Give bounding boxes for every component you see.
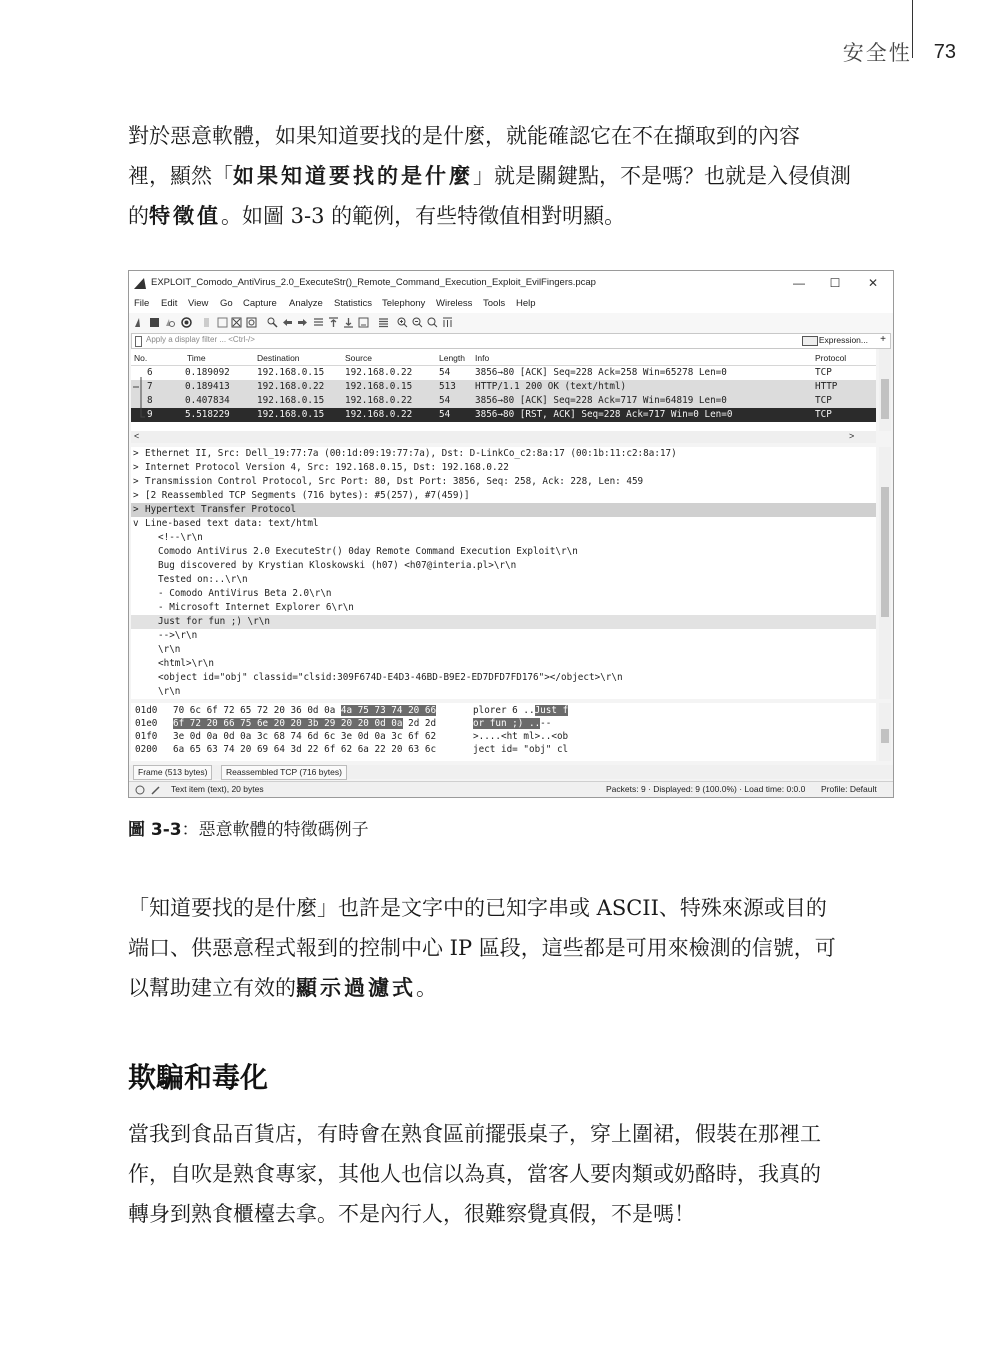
detail-text: Internet Protocol Version 4, Src: 192.168.0.15, Dst: 192.168.0.22 (145, 462, 509, 473)
packet-bytes-pane (131, 703, 876, 761)
detail-line[interactable] (131, 587, 876, 601)
bytes-hex: 3e 0d 0a 0d 0a 3c 68 74 6d 6c 3e 0d 0a 3c 6f 62 (173, 731, 437, 742)
wireshark-fin-icon (134, 278, 150, 289)
bytes-offset: 01d0 (135, 705, 158, 716)
packet-list-header (131, 349, 876, 366)
packet-info: 3856→80 [RST, ACK] Seq=228 Ack=717 Win=0 Len=0 (475, 409, 733, 420)
packet-info: 3856→80 [ACK] Seq=228 Ack=258 Win=65278 Len=0 (475, 367, 727, 378)
bytes-hex (173, 718, 436, 729)
status-item: Text item (text), 20 bytes (171, 784, 264, 794)
detail-line[interactable] (131, 531, 876, 545)
packet-row[interactable] (131, 380, 876, 394)
menu-bar (129, 295, 893, 313)
col-source[interactable]: Source (345, 353, 372, 363)
bytes-ascii: >....<ht ml>..<ob (473, 731, 569, 742)
intro-line-1: 對於惡意軟體，如果知道要找的是什麼，就能確認它在不在擷取到的內容 (128, 124, 800, 148)
filter-paragraph (128, 888, 894, 1008)
capture-options-icon[interactable] (181, 317, 192, 328)
window-title: EXPLOIT_Comodo_AntiVirus_2.0_ExecuteStr()_Remote_Command_Execution_Exploit_EvilFingers.pcap (151, 277, 596, 288)
packet-no: 6 (147, 367, 153, 378)
col-protocol[interactable]: Protocol (815, 353, 847, 363)
zoom-out-icon[interactable] (412, 317, 423, 328)
menu-help[interactable]: Help (516, 298, 536, 309)
detail-line[interactable] (131, 461, 876, 475)
packet-source: 192.168.0.22 (345, 409, 413, 420)
packet-row-selected[interactable] (131, 408, 876, 422)
emphasis-display-filter: 顯示過濾式 (296, 975, 416, 1000)
packet-protocol: TCP (815, 367, 832, 378)
filter-line-3 (128, 968, 894, 1008)
intro-line-2-post: 」就是關鍵點，不是嗎？也就是入侵偵測 (473, 164, 851, 188)
figure-caption (128, 815, 369, 840)
packet-protocol: HTTP (815, 381, 838, 392)
start-capture-icon[interactable] (134, 317, 145, 328)
deception-paragraph (128, 1114, 894, 1234)
packet-list-scrollbar[interactable] (879, 349, 891, 431)
packet-time: 5.518229 (185, 409, 230, 420)
hex-plain: 2d 2d (402, 718, 437, 729)
scroll-left-icon[interactable]: < (134, 431, 140, 441)
menu-tools[interactable]: Tools (483, 298, 506, 309)
detail-text: -->\r\n (158, 630, 198, 641)
apply-filter-icon[interactable] (802, 336, 818, 346)
packet-source: 192.168.0.22 (345, 367, 413, 378)
detail-text: [2 Reassembled TCP Segments (716 bytes): #5(257), #7(459)] (145, 490, 470, 501)
packet-info: 3856→80 [ACK] Seq=228 Ack=717 Win=64819 Len=0 (475, 395, 727, 406)
maximize-button[interactable]: ☐ (829, 276, 841, 290)
go-to-packet-icon[interactable] (313, 317, 324, 328)
bytes-scrollbar[interactable] (879, 703, 891, 761)
filter-line-2: 端口、供惡意程式報到的控制中心 IP 區段，這些都是可用來檢測的信號，可 (128, 936, 836, 960)
menu-statistics[interactable]: Statistics (334, 298, 373, 309)
running-header (843, 34, 956, 70)
detail-text: Ethernet II, Src: Dell_19:77:7a (00:1d:09:19:77:7a), Dst: D-LinkCo_c2:8a:17 (00:1b:11:c2:8a:17) (145, 448, 677, 459)
packet-info: HTTP/1.1 200 OK (text/html) (475, 381, 627, 392)
detail-line[interactable] (131, 629, 876, 643)
reload-file-icon[interactable] (246, 317, 257, 328)
zoom-in-icon[interactable] (397, 317, 408, 328)
scroll-right-icon[interactable]: > (849, 431, 855, 441)
expand-arrow-icon[interactable]: > (133, 448, 139, 459)
intro-line-2 (128, 156, 894, 196)
detail-text: Tested on:..\r\n (158, 574, 248, 585)
detail-line[interactable] (131, 517, 876, 531)
detail-line[interactable] (131, 671, 876, 685)
bytes-ascii (473, 705, 568, 716)
intro-line-3 (128, 196, 894, 236)
details-scroll-thumb[interactable] (881, 487, 889, 617)
bytes-offset: 01e0 (135, 718, 158, 729)
detail-line[interactable] (131, 559, 876, 573)
main-toolbar (129, 313, 893, 333)
expand-arrow-icon[interactable]: > (133, 462, 139, 473)
packet-length: 54 (439, 409, 451, 420)
open-file-icon[interactable] (201, 317, 212, 328)
expand-arrow-icon[interactable]: > (133, 504, 139, 515)
detail-line[interactable] (131, 489, 876, 503)
bookmark-icon[interactable] (135, 336, 142, 347)
wireshark-screenshot (128, 270, 894, 798)
packet-source: 192.168.0.22 (345, 395, 413, 406)
menu-go[interactable]: Go (220, 298, 233, 309)
intro-line-3-pre: 的 (128, 204, 149, 228)
display-filter-bar[interactable] (131, 333, 891, 349)
go-back-icon[interactable] (282, 317, 293, 328)
menu-capture[interactable]: Capture (243, 298, 277, 309)
menu-wireless[interactable]: Wireless (436, 298, 473, 309)
close-file-icon[interactable] (231, 317, 242, 328)
auto-scroll-icon[interactable] (358, 317, 369, 328)
detail-text: - Microsoft Internet Explorer 6\r\n (158, 602, 354, 613)
find-packet-icon[interactable] (267, 317, 278, 328)
detail-line[interactable] (131, 475, 876, 489)
detail-line[interactable] (131, 601, 876, 615)
expand-arrow-icon[interactable]: > (133, 490, 139, 501)
filter-line-3-post: 。 (416, 976, 437, 1000)
detail-text: Line-based text data: text/html (145, 518, 319, 529)
menu-edit[interactable]: Edit (161, 298, 178, 309)
col-destination[interactable]: Destination (257, 353, 300, 363)
ascii-plain: -- (540, 718, 552, 729)
bytes-offset: 0200 (135, 744, 158, 755)
hex-plain: 70 6c 6f 72 65 72 20 36 0d 0a (173, 705, 341, 716)
section-heading: 欺騙和毒化 (128, 1061, 269, 1094)
packet-source: 192.168.0.15 (345, 381, 413, 392)
packet-list-scroll-thumb[interactable] (881, 379, 889, 419)
menu-analyze[interactable]: Analyze (289, 298, 323, 309)
page-number: 73 (933, 40, 956, 63)
emphasis-signature: 特徵值 (149, 203, 221, 228)
detail-line-selected[interactable] (131, 615, 876, 629)
packet-length: 54 (439, 367, 451, 378)
restart-capture-icon[interactable] (164, 317, 175, 328)
status-packets: Packets: 9 · Displayed: 9 (100.0%) · Load time: 0:0.0 (606, 784, 806, 794)
zoom-normal-icon[interactable] (427, 317, 438, 328)
add-filter-button[interactable]: + (880, 334, 886, 345)
chapter-title: 安全性 (842, 41, 912, 65)
packet-time: 0.407834 (185, 395, 230, 406)
menu-telephony[interactable]: Telephony (382, 298, 426, 309)
tab-reassembled-tcp[interactable]: Reassembled TCP (716 bytes) (221, 765, 347, 780)
packet-length: 54 (439, 395, 451, 406)
packet-no: 9 (147, 409, 153, 420)
packet-list-hscroll[interactable] (131, 431, 876, 443)
first-packet-icon[interactable] (328, 317, 339, 328)
bytes-hex: 6a 65 63 74 20 69 64 3d 22 6f 62 6a 22 20 63 6c (173, 744, 437, 755)
emphasis-what-to-look-for: 如果知道要找的是什麼 (233, 163, 473, 188)
close-button[interactable]: ✕ (867, 276, 879, 290)
bytes-scroll-thumb[interactable] (881, 729, 889, 743)
tab-frame[interactable]: Frame (513 bytes) (133, 765, 212, 780)
packet-row[interactable] (131, 366, 876, 380)
detail-text: \r\n (158, 644, 181, 655)
detail-text: Hypertext Transfer Protocol (145, 504, 297, 515)
col-info[interactable]: Info (475, 353, 490, 363)
filter-line-3-pre: 以幫助建立有效的 (128, 976, 296, 1000)
detail-line[interactable] (131, 643, 876, 657)
intro-line-2-pre: 裡，顯然「 (128, 164, 233, 188)
resize-columns-icon[interactable] (442, 317, 453, 328)
ascii-plain: plorer 6 .. (473, 705, 535, 716)
detail-line-http[interactable] (131, 503, 876, 517)
detail-text: Bug discovered by Krystian Kloskowski (h07) <h07@interia.pl>\r\n (158, 560, 517, 571)
detail-text: Transmission Control Protocol, Src Port: 80, Dst Port: 3856, Seq: 258, Ack: 228, Len: 459 (145, 476, 644, 487)
window-titlebar (129, 271, 893, 295)
col-no[interactable]: No. (134, 353, 148, 363)
detail-text: - Comodo AntiVirus Beta 2.0\r\n (158, 588, 332, 599)
detail-text: <html>\r\n (158, 658, 214, 669)
packet-row[interactable] (131, 394, 876, 408)
packet-protocol: TCP (815, 409, 832, 420)
edit-comment-icon[interactable] (151, 785, 161, 795)
deception-line-2: 作，自吹是熟食專家，其他人也信以為真，當客人要肉類或奶酪時，我真的 (128, 1162, 821, 1186)
collapse-arrow-icon[interactable]: v (133, 518, 139, 529)
last-packet-icon[interactable] (343, 317, 354, 328)
packet-destination: 192.168.0.15 (257, 367, 325, 378)
packet-destination: 192.168.0.15 (257, 395, 325, 406)
display-filter-input[interactable]: Apply a display filter ... <Ctrl-/> (146, 335, 255, 344)
status-bar (129, 781, 893, 797)
bytes-ascii (473, 718, 551, 729)
save-file-icon[interactable] (217, 317, 228, 328)
detail-text: Comodo AntiVirus 2.0 ExecuteStr() 0day Remote Command Execution Exploit\r\n (158, 546, 578, 557)
bytes-tabs (129, 765, 893, 779)
detail-text: Just for fun ;) \r\n (158, 616, 270, 627)
col-time[interactable]: Time (187, 353, 206, 363)
ascii-selected: or fun ;) .. (473, 718, 541, 729)
intro-paragraph (128, 116, 894, 236)
packet-protocol: TCP (815, 395, 832, 406)
intro-line-3-post: 。如圖 3-3 的範例，有些特徵值相對明顯。 (221, 204, 626, 228)
expert-info-icon[interactable] (135, 785, 145, 795)
detail-text: <object id="obj" classid="clsid:309F674D-E4D3-46BD-B9E2-ED7DFD7FD176"></object>\r\n (158, 672, 623, 683)
go-forward-icon[interactable] (297, 317, 308, 328)
colorize-icon[interactable] (378, 317, 389, 328)
packet-destination: 192.168.0.15 (257, 409, 325, 420)
stop-capture-icon[interactable] (149, 317, 160, 328)
status-profile[interactable]: Profile: Default (821, 784, 877, 794)
filter-line-1: 「知道要找的是什麼」也許是文字中的已知字串或 ASCII、特殊來源或目的 (128, 896, 827, 920)
packet-time: 0.189413 (185, 381, 230, 392)
packet-destination: 192.168.0.22 (257, 381, 325, 392)
minimize-button[interactable]: — (793, 276, 805, 290)
packet-length: 513 (439, 381, 456, 392)
figure-caption-text: ：惡意軟體的特徵碼例子 (181, 820, 369, 840)
hex-selected: 6f 72 20 66 75 6e 20 20 3b 29 20 20 0d 0a (173, 718, 403, 729)
detail-text: <!--\r\n (158, 532, 203, 543)
hex-selected: 4a 75 73 74 20 66 (340, 705, 437, 716)
col-length[interactable]: Length (439, 353, 465, 363)
expression-button[interactable]: Expression... (818, 335, 868, 345)
deception-line-1: 當我到食品百貨店，有時會在熟食區前擺張桌子，穿上圍裙，假裝在那裡工 (128, 1122, 821, 1146)
figure-label: 圖 3-3 (128, 820, 182, 840)
bytes-offset: 01f0 (135, 731, 158, 742)
bytes-ascii: ject id= "obj" cl (473, 744, 569, 755)
bytes-hex (173, 705, 436, 716)
related-packet-bracket-icon (133, 377, 145, 423)
menu-file[interactable]: File (134, 298, 150, 309)
detail-text: \r\n (158, 686, 181, 697)
menu-view[interactable]: View (188, 298, 209, 309)
detail-line[interactable] (131, 657, 876, 671)
packet-time: 0.189092 (185, 367, 230, 378)
packet-list (131, 349, 876, 431)
ascii-selected: Just f (534, 705, 569, 716)
detail-line[interactable] (131, 545, 876, 559)
header-divider (912, 0, 913, 58)
detail-line[interactable] (131, 447, 876, 461)
packet-no: 8 (147, 395, 153, 406)
detail-line[interactable] (131, 685, 876, 699)
packet-no: 7 (147, 381, 153, 392)
expand-arrow-icon[interactable]: > (133, 476, 139, 487)
deception-line-3: 轉身到熟食櫃檯去拿。不是內行人，很難察覺真假，不是嗎！ (128, 1202, 695, 1226)
details-scrollbar[interactable] (879, 447, 891, 699)
packet-details-pane (131, 447, 876, 699)
detail-line[interactable] (131, 573, 876, 587)
